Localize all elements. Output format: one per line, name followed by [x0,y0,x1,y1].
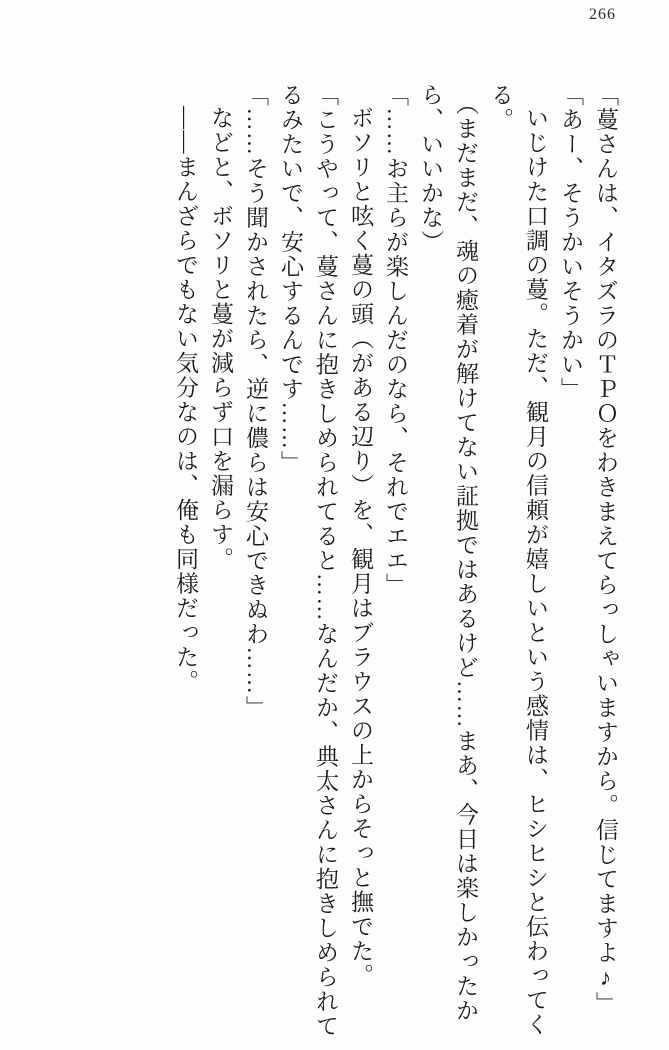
paragraph-dialogue: 「……お主らが楽しんだのなら、それでエエ」 [383,83,408,598]
paragraph-narration: ボソリと呟く蔓の頭（がある辺り）を、観月はブラウスの上からそっと撫でた。 [348,106,373,988]
paragraph-narration: などと、ボソリと蔓が減らず口を漏らす。 [208,106,233,572]
paragraph-dialogue: 「あー、そうかいそうかい」 [558,83,583,402]
paragraph-dialogue: 「こうやって、蔓さんに抱きしめられてると……なんだか、典太さんに抱きしめられてるみたいで、安心するんです……」 [278,83,338,1039]
paragraph-narration: ――まんざらでもない気分なのは、俺も同様だった。 [173,106,198,694]
paragraph-thought: （まだまだ、魂の癒着が解けてない証拠ではあるけど……まあ、今日は楽しかったから、いいかな） [418,83,478,1024]
paragraph-dialogue: 「……そう聞かされたら、逆に儂らは安心できぬわ……」 [243,83,268,720]
vertical-text-block [168,83,623,1040]
paragraph-dialogue: 「蔓さんは、イタズラのＴＰＯをわきまえてらっしゃいますから。信じてますよ♪」 [593,83,618,1016]
paragraph-narration: いじけた口調の蔓。ただ、観月の信頼が嬉しいという感情は、ヒシヒシと伝わってくる。 [488,83,548,1037]
page-number: 266 [589,6,616,23]
